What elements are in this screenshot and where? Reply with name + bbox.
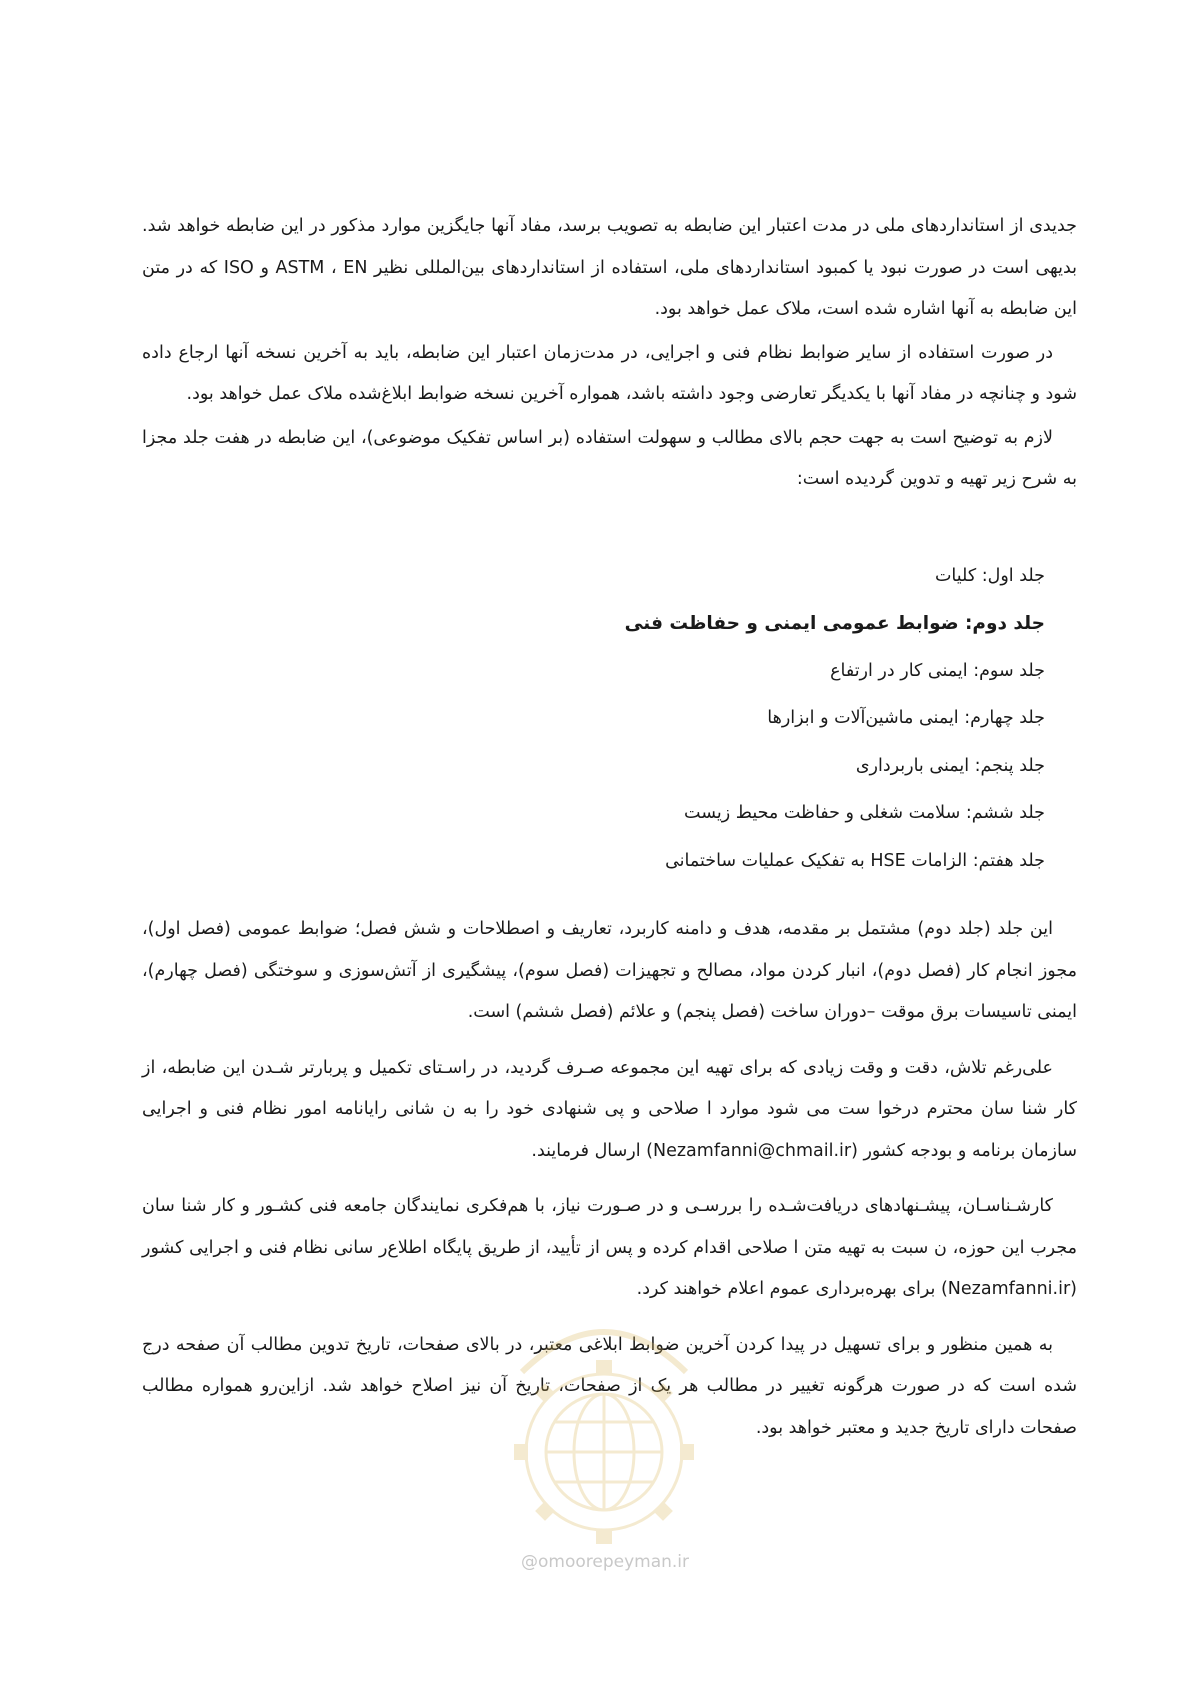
volume-item-6: جلد ششم: سلامت شغلی و حفاظت محیط زیست — [684, 803, 1045, 823]
volume-item-5: جلد پنجم: ایمنی باربرداری — [855, 755, 1045, 776]
paragraph-page-dates: به همین منظور و برای تسهیل در پیدا کردن آخرین ضوابط ابلاغی معتبر، در بالای صفحات، تاریخ تدوین مطالب آن صفحه درج شده است که در صورت هرگونه تغییر در مطالب هر یک از صفحات، تاریخ آن نیز اصلاح خواهد شد. ازاین‌رو همواره مطالب صفحات دارای تاریخ جدید و معتبر خواهد بود. — [142, 1334, 1077, 1438]
volume-item-1: جلد اول: کلیات — [934, 565, 1045, 586]
paragraph-other-regulations: در صورت استفاده از سایر ضوابط نظام فنی و اجرایی، در مدت‌زمان اعتبار این ضابطه، باید به آخرین نسخه آنها ارجاع داده شود و چنانچه در مفاد آنها با یکدیگر تعارضی وجود داشته باشد، همواره آخرین نسخه ضوابط ابلاغ‌شده ملاک عمل خواهد بود. — [142, 342, 1077, 404]
volume-list — [142, 553, 1077, 886]
watermark-handle: @omoorepeyman.ir — [520, 1552, 690, 1572]
paragraph-standards: جدیدی از استانداردهای ملی در مدت اعتبار این ضابطه به تصویب برسد، مفاد آنها جایگزین موارد مذکور در این ضابطه خواهد شد. بدیهی است در صورت نبود یا کمبود استانداردهای ملی، استفاده از استانداردهای بین‌المللی نظیر ASTM ، EN و ISO که در متن این ضابطه به آنها اشاره شده است، ملاک عمل خواهد بود. — [142, 216, 1078, 319]
volume-item-3: جلد سوم: ایمنی کار در ارتفاع — [830, 660, 1045, 681]
paragraph-review-process: کارشـناسـان، پیشـنهادهای دریافت‌شـده را بررسـی و در صـورت نیاز، با هم‌فکری نمایندگان جامعه فنی کشـور و کار شنا سان مجرب این حوزه، ن سبت به تهیه متن ا صلاحی اقدام کرده و پس از تأیید، از طریق پایگاه اطلاع‌ر سانی نظام فنی و اجرایی کشور (Nezamfanni.ir) برای بهره‌برداری عموم اعلام خواهند کرد. — [142, 1196, 1077, 1299]
paragraph-volume-contents: این جلد (جلد دوم) مشتمل بر مقدمه، هدف و دامنه کاربرد، تعاریف و اصطلاحات و شش فصل؛ ضوابط عمومی (فصل اول)، مجوز انجام کار (فصل دوم)، انبار کردن مواد، مصالح و تجهیزات (فصل سوم)، پیشگیری از آتش‌سوزی و سوختگی (فصل چهارم)، ایمنی تاسیسات برق موقت –دوران ساخت (فصل پنجم) و علائم (فصل ششم) است. — [142, 919, 1077, 1022]
volume-item-4: جلد چهارم: ایمنی ماشین‌آلات و ابزارها — [767, 708, 1045, 728]
volume-item-7: جلد هفتم: الزامات HSE به تفکیک عملیات ساختمانی — [665, 850, 1045, 871]
volume-item-2: جلد دوم: ضوابط عمومی ایمنی و حفاظت فنی — [624, 613, 1045, 634]
paragraph-feedback-request: علی‌رغم تلاش، دقت و وقت زیادی که برای تهیه این مجموعه صـرف گردید، در راسـتای تکمیل و پربارتر شـدن این ضابطه، از کار شنا سان محترم درخوا ست می شود موارد ا صلاحی و پی شنهادی خود را به ن شانی رایانامه امور نظام فنی و اجرایی سازمان برنامه و بودجه کشور (Nezamfanni@chmail.ir) ارسال فرمایند. — [142, 1057, 1077, 1161]
paragraph-volumes-intro: لازم به توضیح است به جهت حجم بالای مطالب و سهولت استفاده (بر اساس تفکیک موضوعی)، این ضابطه در هفت جلد مجزا به شرح زیر تهیه و تدوین گردیده است: — [142, 427, 1077, 489]
document-body — [142, 206, 1077, 1449]
